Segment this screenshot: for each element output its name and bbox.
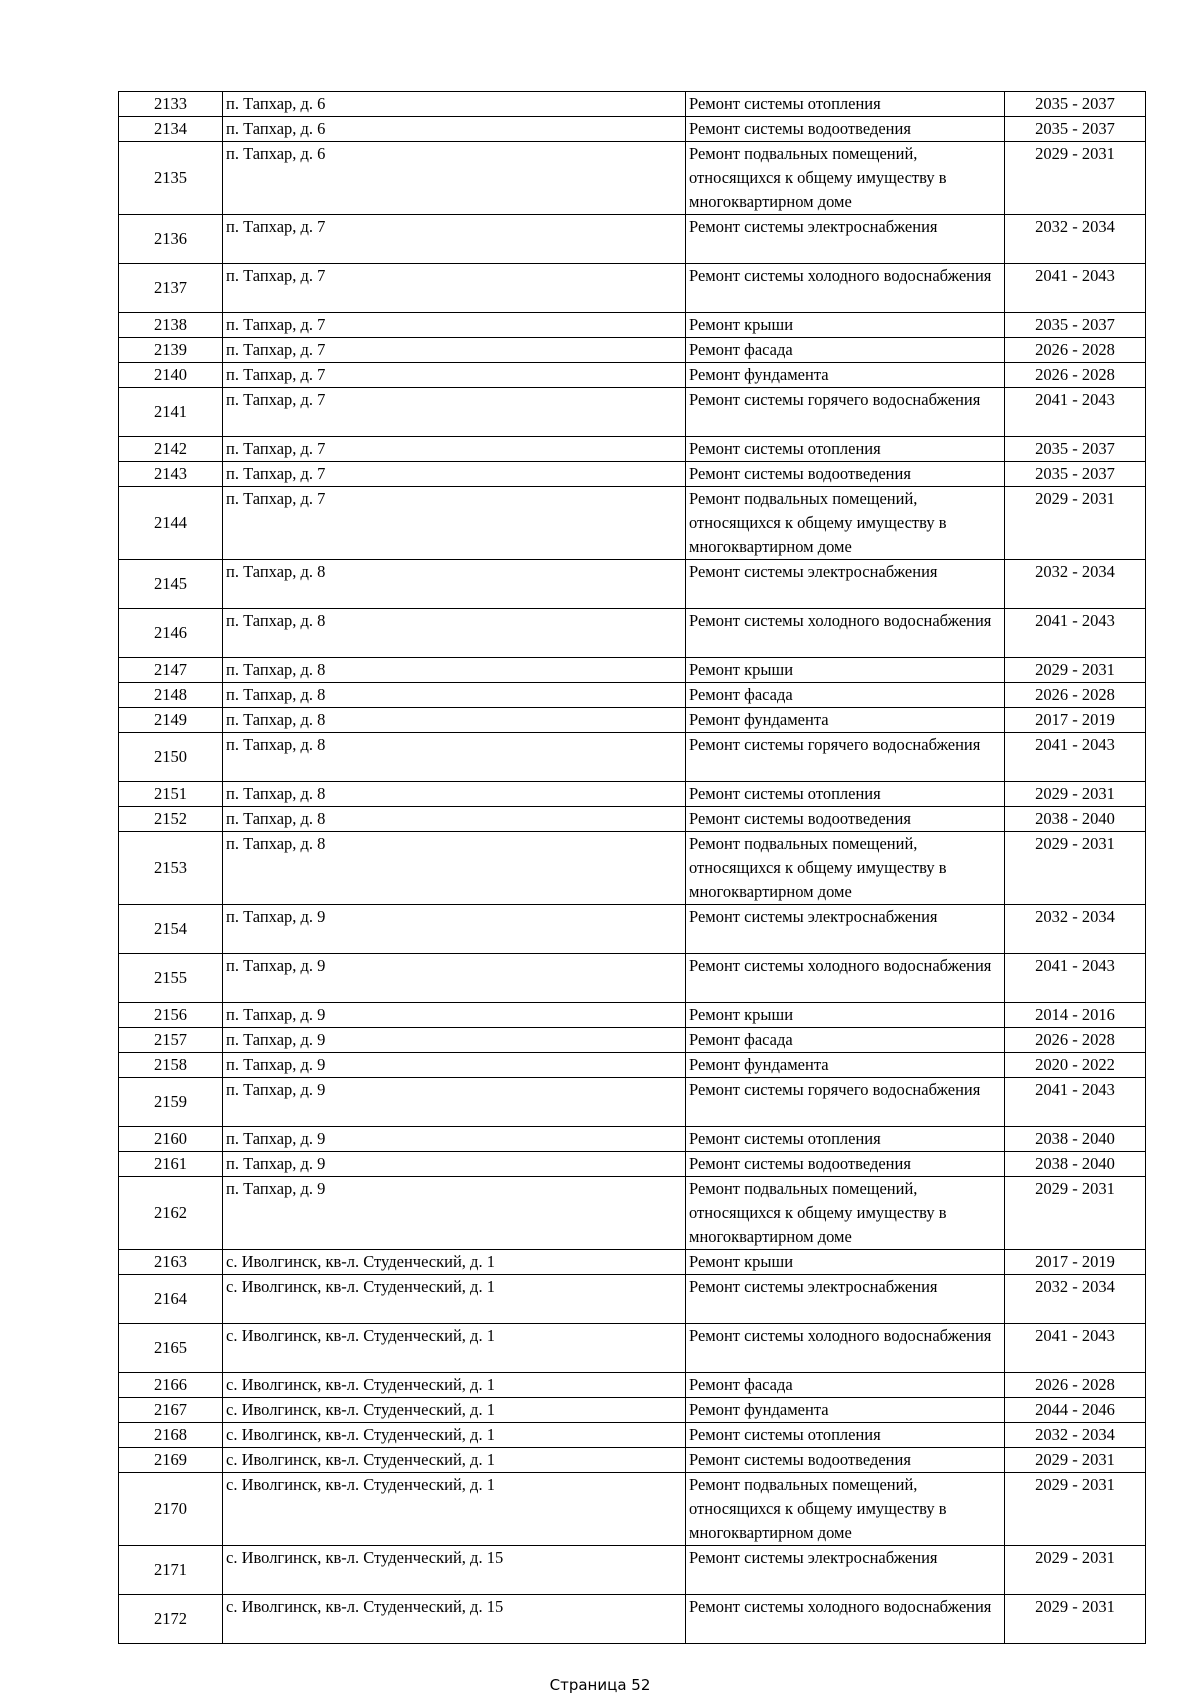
row-work-type: Ремонт фасада [686, 338, 1005, 363]
table-row [119, 832, 1146, 905]
row-number: 2159 [119, 1078, 223, 1127]
row-number: 2161 [119, 1152, 223, 1177]
table-row [119, 1127, 1146, 1152]
row-period: 2029 - 2031 [1005, 658, 1146, 683]
row-address: п. Тапхар, д. 7 [223, 388, 686, 437]
row-number: 2152 [119, 807, 223, 832]
table-row [119, 733, 1146, 782]
row-period: 2026 - 2028 [1005, 1373, 1146, 1398]
row-period: 2041 - 2043 [1005, 388, 1146, 437]
table-row [119, 437, 1146, 462]
row-number: 2154 [119, 905, 223, 954]
row-work-type: Ремонт системы водоотведения [686, 117, 1005, 142]
row-period: 2032 - 2034 [1005, 905, 1146, 954]
table-row [119, 807, 1146, 832]
row-period: 2044 - 2046 [1005, 1398, 1146, 1423]
table-row [119, 388, 1146, 437]
row-work-type: Ремонт системы электроснабжения [686, 1546, 1005, 1595]
row-number: 2145 [119, 560, 223, 609]
row-period: 2035 - 2037 [1005, 437, 1146, 462]
row-work-type: Ремонт системы холодного водоснабжения [686, 264, 1005, 313]
row-address: п. Тапхар, д. 7 [223, 338, 686, 363]
row-period: 2035 - 2037 [1005, 117, 1146, 142]
row-work-type: Ремонт системы электроснабжения [686, 215, 1005, 264]
table-row [119, 313, 1146, 338]
row-period: 2026 - 2028 [1005, 683, 1146, 708]
row-work-type: Ремонт системы горячего водоснабжения [686, 733, 1005, 782]
row-work-type: Ремонт фундамента [686, 1053, 1005, 1078]
row-work-type: Ремонт подвальных помещений, относящихся к общему имуществу в многоквартирном доме [686, 832, 1005, 905]
row-work-type: Ремонт подвальных помещений, относящихся к общему имуществу в многоквартирном доме [686, 1177, 1005, 1250]
row-number: 2140 [119, 363, 223, 388]
row-work-type: Ремонт системы отопления [686, 437, 1005, 462]
row-address: п. Тапхар, д. 9 [223, 1127, 686, 1152]
row-period: 2029 - 2031 [1005, 487, 1146, 560]
row-number: 2157 [119, 1028, 223, 1053]
row-work-type: Ремонт фасада [686, 1373, 1005, 1398]
row-address: п. Тапхар, д. 7 [223, 462, 686, 487]
row-address: п. Тапхар, д. 8 [223, 658, 686, 683]
table-row [119, 1078, 1146, 1127]
row-number: 2135 [119, 142, 223, 215]
row-address: п. Тапхар, д. 8 [223, 782, 686, 807]
row-address: с. Иволгинск, кв-л. Студенческий, д. 15 [223, 1595, 686, 1644]
row-work-type: Ремонт подвальных помещений, относящихся к общему имуществу в многоквартирном доме [686, 1473, 1005, 1546]
table-row [119, 1398, 1146, 1423]
row-work-type: Ремонт фундамента [686, 708, 1005, 733]
row-address: п. Тапхар, д. 7 [223, 264, 686, 313]
table-row [119, 264, 1146, 313]
row-address: п. Тапхар, д. 8 [223, 560, 686, 609]
row-work-type: Ремонт системы электроснабжения [686, 1275, 1005, 1324]
row-address: п. Тапхар, д. 8 [223, 708, 686, 733]
row-period: 2041 - 2043 [1005, 1324, 1146, 1373]
table-row [119, 1595, 1146, 1644]
row-period: 2038 - 2040 [1005, 1152, 1146, 1177]
row-period: 2026 - 2028 [1005, 1028, 1146, 1053]
row-period: 2017 - 2019 [1005, 708, 1146, 733]
row-address: п. Тапхар, д. 7 [223, 363, 686, 388]
row-period: 2035 - 2037 [1005, 313, 1146, 338]
row-work-type: Ремонт системы холодного водоснабжения [686, 1324, 1005, 1373]
table-row [119, 117, 1146, 142]
row-period: 2029 - 2031 [1005, 1595, 1146, 1644]
row-period: 2029 - 2031 [1005, 1473, 1146, 1546]
row-number: 2167 [119, 1398, 223, 1423]
row-work-type: Ремонт системы электроснабжения [686, 905, 1005, 954]
row-number: 2148 [119, 683, 223, 708]
table-row [119, 1373, 1146, 1398]
row-period: 2035 - 2037 [1005, 462, 1146, 487]
row-address: п. Тапхар, д. 6 [223, 92, 686, 117]
row-number: 2142 [119, 437, 223, 462]
row-address: с. Иволгинск, кв-л. Студенческий, д. 1 [223, 1373, 686, 1398]
row-number: 2133 [119, 92, 223, 117]
row-number: 2155 [119, 954, 223, 1003]
table-row [119, 560, 1146, 609]
row-period: 2032 - 2034 [1005, 560, 1146, 609]
table-row [119, 142, 1146, 215]
row-number: 2137 [119, 264, 223, 313]
row-period: 2029 - 2031 [1005, 1448, 1146, 1473]
table-row [119, 1177, 1146, 1250]
table-row [119, 215, 1146, 264]
table-row [119, 658, 1146, 683]
row-number: 2150 [119, 733, 223, 782]
row-period: 2038 - 2040 [1005, 807, 1146, 832]
table-row [119, 1473, 1146, 1546]
row-number: 2160 [119, 1127, 223, 1152]
row-address: п. Тапхар, д. 9 [223, 1177, 686, 1250]
row-address: п. Тапхар, д. 9 [223, 1003, 686, 1028]
row-work-type: Ремонт системы водоотведения [686, 462, 1005, 487]
row-number: 2149 [119, 708, 223, 733]
row-period: 2041 - 2043 [1005, 733, 1146, 782]
row-number: 2156 [119, 1003, 223, 1028]
table-row [119, 462, 1146, 487]
row-work-type: Ремонт системы отопления [686, 782, 1005, 807]
row-address: п. Тапхар, д. 8 [223, 683, 686, 708]
row-period: 2032 - 2034 [1005, 215, 1146, 264]
row-work-type: Ремонт системы горячего водоснабжения [686, 388, 1005, 437]
table-row [119, 954, 1146, 1003]
row-address: п. Тапхар, д. 8 [223, 733, 686, 782]
row-number: 2146 [119, 609, 223, 658]
row-address: п. Тапхар, д. 8 [223, 832, 686, 905]
row-work-type: Ремонт подвальных помещений, относящихся к общему имуществу в многоквартирном доме [686, 487, 1005, 560]
table-row [119, 683, 1146, 708]
row-address: п. Тапхар, д. 7 [223, 437, 686, 462]
row-number: 2162 [119, 1177, 223, 1250]
row-period: 2041 - 2043 [1005, 1078, 1146, 1127]
row-address: п. Тапхар, д. 9 [223, 954, 686, 1003]
row-address: с. Иволгинск, кв-л. Студенческий, д. 1 [223, 1448, 686, 1473]
row-address: п. Тапхар, д. 8 [223, 609, 686, 658]
capital-repair-table [118, 91, 1146, 1644]
row-number: 2151 [119, 782, 223, 807]
row-work-type: Ремонт системы холодного водоснабжения [686, 609, 1005, 658]
table-row [119, 1053, 1146, 1078]
row-address: п. Тапхар, д. 6 [223, 117, 686, 142]
table-row [119, 1250, 1146, 1275]
table-row [119, 1324, 1146, 1373]
table-row [119, 1448, 1146, 1473]
row-address: с. Иволгинск, кв-л. Студенческий, д. 1 [223, 1398, 686, 1423]
row-address: п. Тапхар, д. 7 [223, 313, 686, 338]
row-work-type: Ремонт подвальных помещений, относящихся к общему имуществу в многоквартирном доме [686, 142, 1005, 215]
table-row [119, 363, 1146, 388]
row-number: 2136 [119, 215, 223, 264]
row-number: 2138 [119, 313, 223, 338]
row-number: 2165 [119, 1324, 223, 1373]
row-period: 2035 - 2037 [1005, 92, 1146, 117]
row-number: 2141 [119, 388, 223, 437]
row-work-type: Ремонт крыши [686, 1250, 1005, 1275]
row-work-type: Ремонт системы холодного водоснабжения [686, 954, 1005, 1003]
row-period: 2032 - 2034 [1005, 1423, 1146, 1448]
row-work-type: Ремонт крыши [686, 658, 1005, 683]
row-period: 2038 - 2040 [1005, 1127, 1146, 1152]
row-period: 2029 - 2031 [1005, 832, 1146, 905]
table-row [119, 487, 1146, 560]
table-row [119, 1546, 1146, 1595]
row-period: 2041 - 2043 [1005, 264, 1146, 313]
row-number: 2158 [119, 1053, 223, 1078]
row-address: п. Тапхар, д. 7 [223, 487, 686, 560]
row-period: 2041 - 2043 [1005, 954, 1146, 1003]
row-work-type: Ремонт системы холодного водоснабжения [686, 1595, 1005, 1644]
row-address: п. Тапхар, д. 9 [223, 1053, 686, 1078]
row-work-type: Ремонт фасада [686, 1028, 1005, 1053]
row-period: 2020 - 2022 [1005, 1053, 1146, 1078]
row-period: 2029 - 2031 [1005, 1177, 1146, 1250]
row-period: 2014 - 2016 [1005, 1003, 1146, 1028]
table-row [119, 1152, 1146, 1177]
row-work-type: Ремонт фундамента [686, 363, 1005, 388]
row-address: п. Тапхар, д. 9 [223, 905, 686, 954]
table-row [119, 338, 1146, 363]
row-work-type: Ремонт крыши [686, 1003, 1005, 1028]
row-address: с. Иволгинск, кв-л. Студенческий, д. 1 [223, 1275, 686, 1324]
row-number: 2163 [119, 1250, 223, 1275]
table-row [119, 905, 1146, 954]
table-row [119, 708, 1146, 733]
row-address: с. Иволгинск, кв-л. Студенческий, д. 1 [223, 1423, 686, 1448]
row-address: с. Иволгинск, кв-л. Студенческий, д. 15 [223, 1546, 686, 1595]
row-number: 2144 [119, 487, 223, 560]
row-work-type: Ремонт крыши [686, 313, 1005, 338]
table-row [119, 1028, 1146, 1053]
table-row [119, 1003, 1146, 1028]
row-number: 2170 [119, 1473, 223, 1546]
row-period: 2029 - 2031 [1005, 1546, 1146, 1595]
row-address: с. Иволгинск, кв-л. Студенческий, д. 1 [223, 1324, 686, 1373]
row-period: 2029 - 2031 [1005, 142, 1146, 215]
row-number: 2147 [119, 658, 223, 683]
row-address: п. Тапхар, д. 7 [223, 215, 686, 264]
row-number: 2169 [119, 1448, 223, 1473]
row-address: п. Тапхар, д. 9 [223, 1028, 686, 1053]
row-number: 2166 [119, 1373, 223, 1398]
row-number: 2139 [119, 338, 223, 363]
row-period: 2026 - 2028 [1005, 363, 1146, 388]
row-period: 2029 - 2031 [1005, 782, 1146, 807]
table-row [119, 1423, 1146, 1448]
row-work-type: Ремонт системы электроснабжения [686, 560, 1005, 609]
row-number: 2168 [119, 1423, 223, 1448]
row-period: 2041 - 2043 [1005, 609, 1146, 658]
row-address: с. Иволгинск, кв-л. Студенческий, д. 1 [223, 1473, 686, 1546]
row-period: 2017 - 2019 [1005, 1250, 1146, 1275]
row-number: 2164 [119, 1275, 223, 1324]
table-body [119, 92, 1146, 1644]
row-number: 2171 [119, 1546, 223, 1595]
row-number: 2134 [119, 117, 223, 142]
table-row [119, 782, 1146, 807]
row-work-type: Ремонт системы отопления [686, 92, 1005, 117]
row-address: с. Иволгинск, кв-л. Студенческий, д. 1 [223, 1250, 686, 1275]
row-work-type: Ремонт системы горячего водоснабжения [686, 1078, 1005, 1127]
row-work-type: Ремонт фасада [686, 683, 1005, 708]
row-work-type: Ремонт системы водоотведения [686, 807, 1005, 832]
page-number: Страница 52 [549, 1676, 651, 1694]
row-address: п. Тапхар, д. 9 [223, 1152, 686, 1177]
row-period: 2032 - 2034 [1005, 1275, 1146, 1324]
row-work-type: Ремонт фундамента [686, 1398, 1005, 1423]
row-work-type: Ремонт системы отопления [686, 1127, 1005, 1152]
table-row [119, 92, 1146, 117]
table-row [119, 1275, 1146, 1324]
row-address: п. Тапхар, д. 9 [223, 1078, 686, 1127]
row-address: п. Тапхар, д. 8 [223, 807, 686, 832]
row-period: 2026 - 2028 [1005, 338, 1146, 363]
row-number: 2172 [119, 1595, 223, 1644]
row-number: 2143 [119, 462, 223, 487]
row-address: п. Тапхар, д. 6 [223, 142, 686, 215]
row-work-type: Ремонт системы водоотведения [686, 1152, 1005, 1177]
table-row [119, 609, 1146, 658]
row-work-type: Ремонт системы водоотведения [686, 1448, 1005, 1473]
row-work-type: Ремонт системы отопления [686, 1423, 1005, 1448]
row-number: 2153 [119, 832, 223, 905]
